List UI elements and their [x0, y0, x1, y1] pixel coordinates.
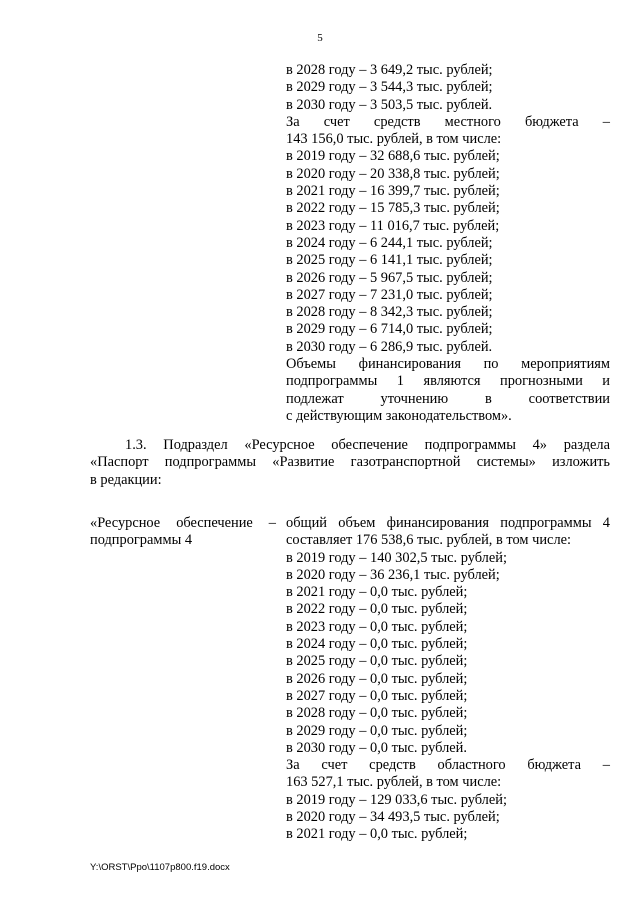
list-item: в 2027 году – 7 231,0 тыс. рублей;	[286, 286, 493, 303]
list-item: в 2025 году – 6 141,1 тыс. рублей;	[286, 252, 493, 269]
resource-label-line: подпрограммы 4	[90, 532, 193, 549]
list-item: в 2022 году – 15 785,3 тыс. рублей;	[286, 200, 500, 217]
list-item: составляет 176 538,6 тыс. рублей, в том числе:	[286, 532, 572, 549]
list-item: в 2020 году – 20 338,8 тыс. рублей;	[286, 165, 500, 182]
list-item: в 2029 году – 0,0 тыс. рублей;	[286, 722, 468, 739]
list-item: в 2026 году – 0,0 тыс. рублей;	[286, 670, 468, 687]
list-item: 143 156,0 тыс. рублей, в том числе:	[286, 131, 502, 148]
list-item: в 2025 году – 0,0 тыс. рублей;	[286, 653, 468, 670]
top-funding-list	[286, 62, 610, 425]
list-item: в 2030 году – 3 503,5 тыс. рублей.	[286, 96, 493, 113]
list-item: в 2024 году – 0,0 тыс. рублей;	[286, 636, 468, 653]
list-item: в 2029 году – 6 714,0 тыс. рублей;	[286, 321, 493, 338]
list-item: Объемы финансирования по мероприятиям	[286, 356, 610, 373]
amendment-paragraph	[90, 437, 610, 489]
list-item: За счет средств местного бюджета –	[286, 113, 610, 130]
footer-file-path: Y:\ORST\Ppo\1107p800.f19.docx	[90, 862, 230, 873]
list-item: в 2029 году – 3 544,3 тыс. рублей;	[286, 79, 493, 96]
paragraph-line: «Паспорт подпрограммы «Развитие газотранспортной системы» изложить	[90, 454, 610, 471]
list-item: в 2030 году – 6 286,9 тыс. рублей.	[286, 338, 493, 355]
list-item: в 2020 году – 36 236,1 тыс. рублей;	[286, 566, 500, 583]
list-item: За счет средств областного бюджета –	[286, 757, 610, 774]
page-number: 5	[317, 32, 323, 44]
list-item: в 2019 году – 129 033,6 тыс. рублей;	[286, 791, 507, 808]
list-item: в 2028 году – 0,0 тыс. рублей;	[286, 705, 468, 722]
list-item: в 2021 году – 0,0 тыс. рублей;	[286, 584, 468, 601]
list-item: в 2022 году – 0,0 тыс. рублей;	[286, 601, 468, 618]
list-item: в 2021 году – 16 399,7 тыс. рублей;	[286, 183, 500, 200]
list-item: в 2026 году – 5 967,5 тыс. рублей;	[286, 269, 493, 286]
list-item: в 2023 году – 0,0 тыс. рублей;	[286, 618, 468, 635]
resource-label-line: «Ресурсное обеспечение –	[90, 515, 276, 531]
paragraph-line: 1.3. Подраздел «Ресурсное обеспечение подпрограммы 4» раздела	[125, 437, 610, 453]
list-item: общий объем финансирования подпрограммы 4	[286, 515, 610, 531]
resource-label	[90, 515, 276, 550]
list-item: в 2030 году – 0,0 тыс. рублей.	[286, 739, 467, 756]
list-item: в 2028 году – 3 649,2 тыс. рублей;	[286, 62, 493, 78]
list-item: с действующим законодательством».	[286, 407, 512, 424]
list-item: в 2027 году – 0,0 тыс. рублей;	[286, 687, 468, 704]
paragraph-line: в редакции:	[90, 471, 162, 488]
list-item: в 2019 году – 32 688,6 тыс. рублей;	[286, 148, 500, 165]
list-item: в 2021 году – 0,0 тыс. рублей;	[286, 826, 468, 843]
list-item: подпрограммы 1 являются прогнозными и	[286, 373, 610, 390]
list-item: подлежат уточнению в соответствии	[286, 390, 610, 407]
list-item: в 2028 году – 8 342,3 тыс. рублей;	[286, 304, 493, 321]
list-item: в 2019 году – 140 302,5 тыс. рублей;	[286, 549, 507, 566]
list-item: в 2024 году – 6 244,1 тыс. рублей;	[286, 234, 493, 251]
list-item: 163 527,1 тыс. рублей, в том числе:	[286, 774, 502, 791]
list-item: в 2023 году – 11 016,7 тыс. рублей;	[286, 217, 500, 234]
list-item: в 2020 году – 34 493,5 тыс. рублей;	[286, 809, 500, 826]
bottom-funding-list	[286, 515, 610, 844]
